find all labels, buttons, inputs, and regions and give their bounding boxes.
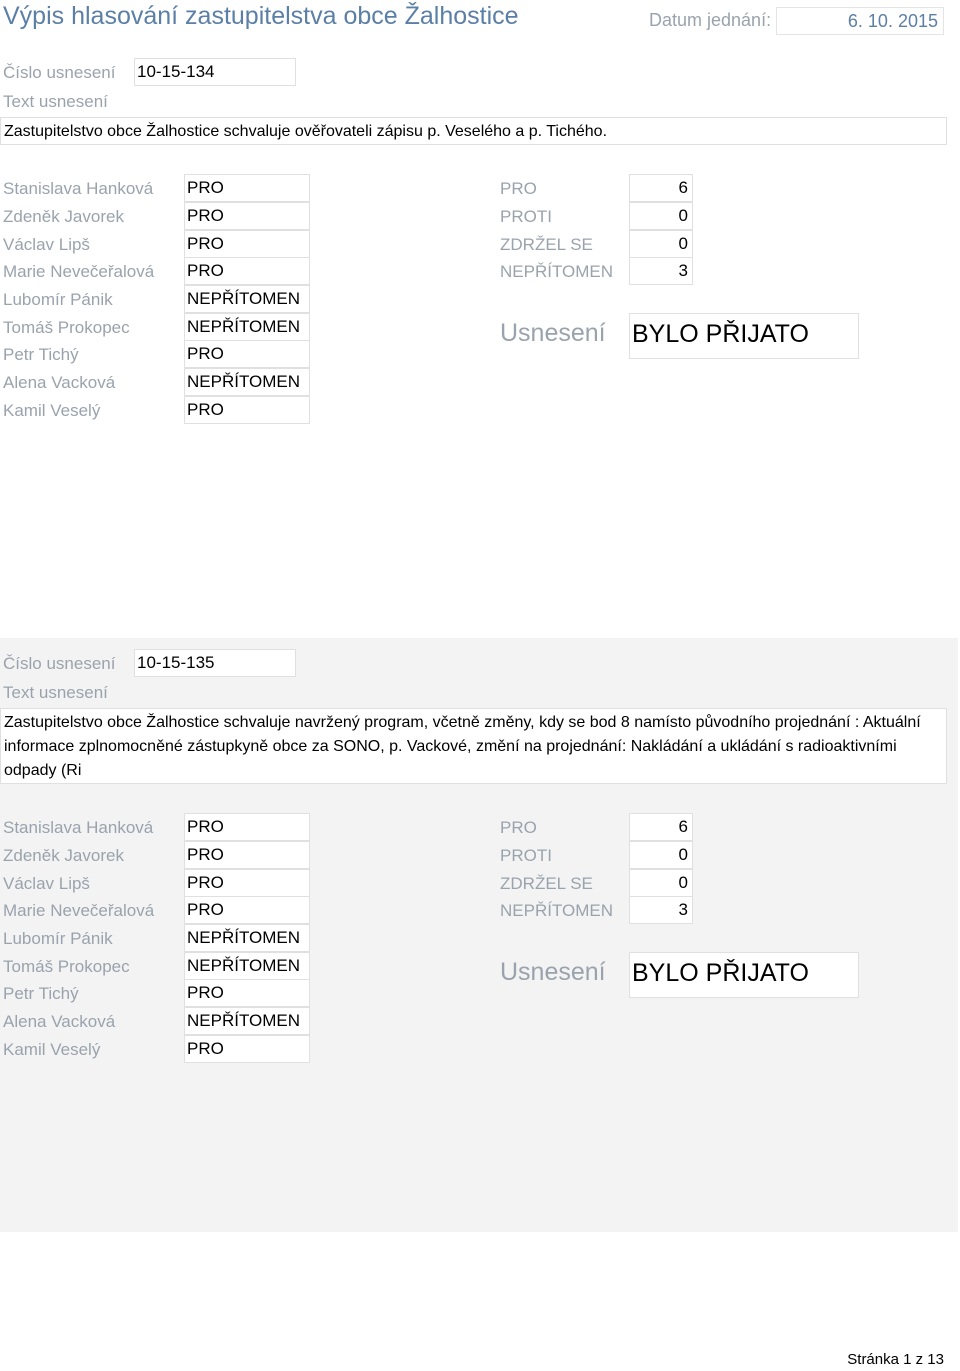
member-name: Václav Lipš xyxy=(3,874,90,893)
result-value: BYLO PŘIJATO xyxy=(629,952,859,998)
member-name: Tomáš Prokopec xyxy=(3,957,130,976)
member-name: Petr Tichý xyxy=(3,984,79,1003)
member-name: Alena Vacková xyxy=(3,373,116,392)
resolution-number: 10-15-134 xyxy=(134,58,296,86)
resolution-text: Zastupitelstvo obce Žalhostice schvaluje navržený program, včetně změny, kdy se bod 8 namísto původního projednání : Aktuální informace zplnomocněné zástupkyně obce za SONO, p. Vackové, změní na projednání: Nakládání a ukládání s radioaktivními odpady (Ri xyxy=(0,708,947,784)
summary-label: PRO xyxy=(500,818,537,837)
summary-count: 0 xyxy=(629,230,693,258)
member-name: Stanislava Hanková xyxy=(3,179,154,198)
date-value: 6. 10. 2015 xyxy=(776,7,944,35)
member-vote: PRO xyxy=(184,869,310,897)
member-vote: NEPŘÍTOMEN xyxy=(184,368,310,396)
member-name: Lubomír Pánik xyxy=(3,929,113,948)
page-title: Výpis hlasování zastupitelstva obce Žalhostice xyxy=(3,2,519,30)
member-vote: PRO xyxy=(184,396,310,424)
resolution-number-label: Číslo usnesení xyxy=(3,63,116,82)
summary-label: NEPŘÍTOMEN xyxy=(500,901,614,920)
member-vote: PRO xyxy=(184,1035,310,1063)
summary-count: 3 xyxy=(629,896,693,924)
member-vote: PRO xyxy=(184,202,310,230)
member-name: Petr Tichý xyxy=(3,345,79,364)
member-name: Kamil Veselý xyxy=(3,401,101,420)
summary-count: 0 xyxy=(629,202,693,230)
member-vote: PRO xyxy=(184,841,310,869)
result-label: Usnesení xyxy=(500,958,606,986)
summary-count: 6 xyxy=(629,174,693,202)
resolution-text: Zastupitelstvo obce Žalhostice schvaluje ověřovateli zápisu p. Veselého a p. Tichého. xyxy=(0,117,947,145)
member-vote: PRO xyxy=(184,813,310,841)
result-label: Usnesení xyxy=(500,319,606,347)
member-name: Tomáš Prokopec xyxy=(3,318,130,337)
member-vote: PRO xyxy=(184,230,310,258)
member-name: Alena Vacková xyxy=(3,1012,116,1031)
resolution-text-label: Text usnesení xyxy=(3,92,108,111)
resolution-text-label: Text usnesení xyxy=(3,683,108,702)
date-label: Datum jednání: xyxy=(649,10,772,30)
member-vote: PRO xyxy=(184,896,310,924)
member-vote: PRO xyxy=(184,257,310,285)
member-name: Zdeněk Javorek xyxy=(3,207,124,226)
resolution-number: 10-15-135 xyxy=(134,649,296,677)
summary-label: PROTI xyxy=(500,846,552,865)
page-number: Stránka 1 z 13 xyxy=(847,1351,944,1368)
member-vote: NEPŘÍTOMEN xyxy=(184,1007,310,1035)
summary-label: ZDRŽEL SE xyxy=(500,874,593,893)
member-vote: NEPŘÍTOMEN xyxy=(184,313,310,341)
member-vote: PRO xyxy=(184,174,310,202)
member-vote: NEPŘÍTOMEN xyxy=(184,952,310,980)
summary-count: 0 xyxy=(629,869,693,897)
member-vote: PRO xyxy=(184,340,310,368)
result-value: BYLO PŘIJATO xyxy=(629,313,859,359)
member-name: Stanislava Hanková xyxy=(3,818,154,837)
member-name: Lubomír Pánik xyxy=(3,290,113,309)
summary-count: 6 xyxy=(629,813,693,841)
summary-label: PRO xyxy=(500,179,537,198)
member-vote: PRO xyxy=(184,979,310,1007)
resolution-number-label: Číslo usnesení xyxy=(3,654,116,673)
summary-label: PROTI xyxy=(500,207,552,226)
summary-count: 3 xyxy=(629,257,693,285)
member-name: Kamil Veselý xyxy=(3,1040,101,1059)
summary-count: 0 xyxy=(629,841,693,869)
summary-label: NEPŘÍTOMEN xyxy=(500,262,614,281)
member-name: Zdeněk Javorek xyxy=(3,846,124,865)
member-name: Marie Nevečeřalová xyxy=(3,262,155,281)
member-name: Marie Nevečeřalová xyxy=(3,901,155,920)
member-vote: NEPŘÍTOMEN xyxy=(184,924,310,952)
member-vote: NEPŘÍTOMEN xyxy=(184,285,310,313)
member-name: Václav Lipš xyxy=(3,235,90,254)
summary-label: ZDRŽEL SE xyxy=(500,235,593,254)
